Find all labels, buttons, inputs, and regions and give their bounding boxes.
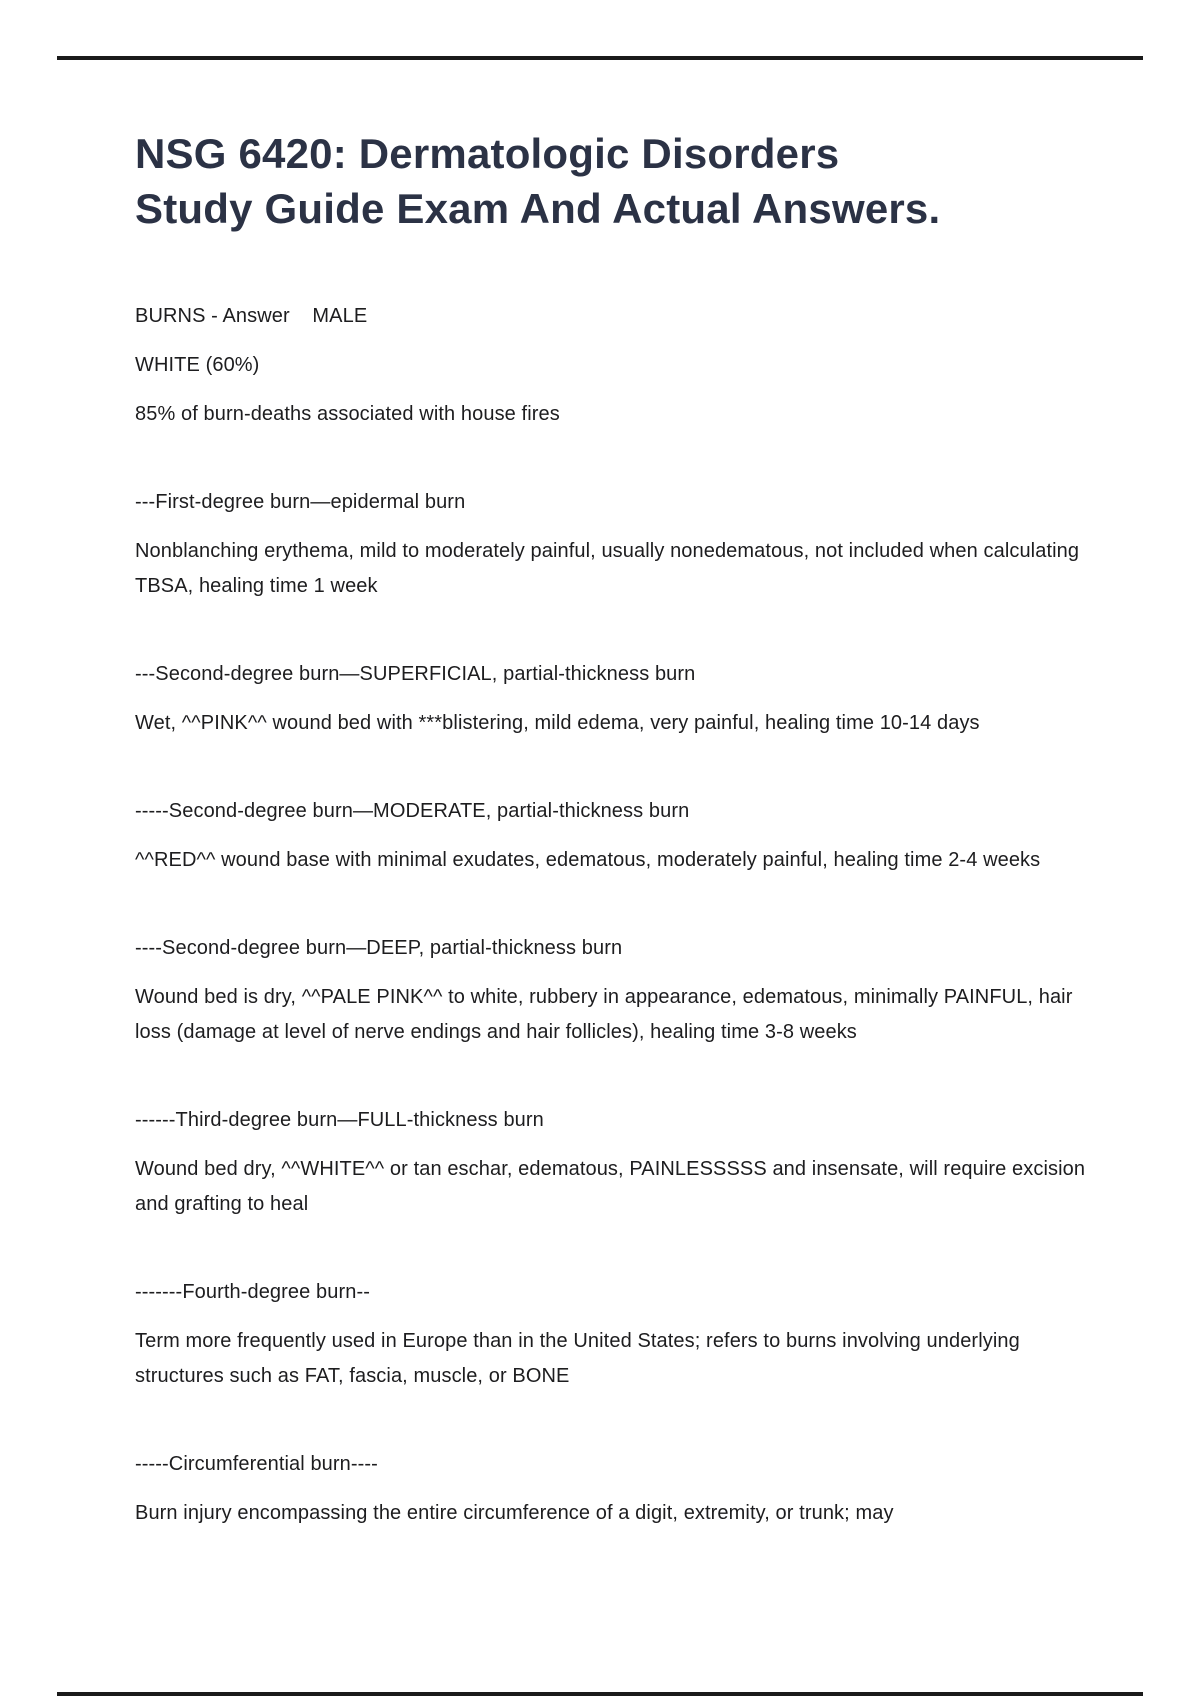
- page-title-line-2: Study Guide Exam And Actual Answers.: [135, 185, 941, 232]
- intro-paragraph-stat: 85% of burn-deaths associated with house fires: [135, 403, 560, 425]
- section-heading-third-degree: ------Third-degree burn—FULL-thickness burn: [135, 1109, 544, 1131]
- section-body-second-degree-deep: Wound bed is dry, ^^PALE PINK^^ to white, rubbery in appearance, edematous, minimally PAINFUL, hair loss (damage at level of nerve endings and hair follicles), healing time 3-8 weeks: [135, 986, 1079, 1043]
- section-heading-first-degree: ---First-degree burn—epidermal burn: [135, 491, 466, 513]
- page-title: [135, 126, 1115, 236]
- section-body-second-degree-superficial: Wet, ^^PINK^^ wound bed with ***blistering, mild edema, very painful, healing time 10-14 days: [135, 712, 980, 734]
- section-heading-circumferential: -----Circumferential burn----: [135, 1453, 378, 1475]
- section-body-fourth-degree: Term more frequently used in Europe than in the United States; refers to burns involving underlying structures such as FAT, fascia, muscle, or BONE: [135, 1330, 1026, 1387]
- section-body-circumferential: Burn injury encompassing the entire circumference of a digit, extremity, or trunk; may: [135, 1502, 894, 1524]
- intro-paragraph-burns: BURNS - Answer MALE: [135, 305, 368, 327]
- top-divider: [57, 56, 1143, 60]
- intro-paragraph-white: WHITE (60%): [135, 354, 260, 376]
- section-body-third-degree: Wound bed dry, ^^WHITE^^ or tan eschar, edematous, PAINLESSSSS and insensate, will require excision and grafting to heal: [135, 1158, 1091, 1215]
- section-heading-fourth-degree: -------Fourth-degree burn--: [135, 1281, 370, 1303]
- section-heading-second-degree-superficial: ---Second-degree burn—SUPERFICIAL, partial-thickness burn: [135, 663, 696, 685]
- document-body: [135, 299, 1100, 1545]
- section-body-first-degree: Nonblanching erythema, mild to moderately painful, usually nonedematous, not included when calculating TBSA, healing time 1 week: [135, 540, 1085, 597]
- section-heading-second-degree-deep: ----Second-degree burn—DEEP, partial-thickness burn: [135, 937, 623, 959]
- page-title-line-1: NSG 6420: Dermatologic Disorders: [135, 130, 840, 177]
- bottom-divider: [57, 1692, 1143, 1696]
- section-body-second-degree-moderate: ^^RED^^ wound base with minimal exudates, edematous, moderately painful, healing time 2-4 weeks: [135, 849, 1041, 871]
- section-heading-second-degree-moderate: -----Second-degree burn—MODERATE, partial-thickness burn: [135, 800, 690, 822]
